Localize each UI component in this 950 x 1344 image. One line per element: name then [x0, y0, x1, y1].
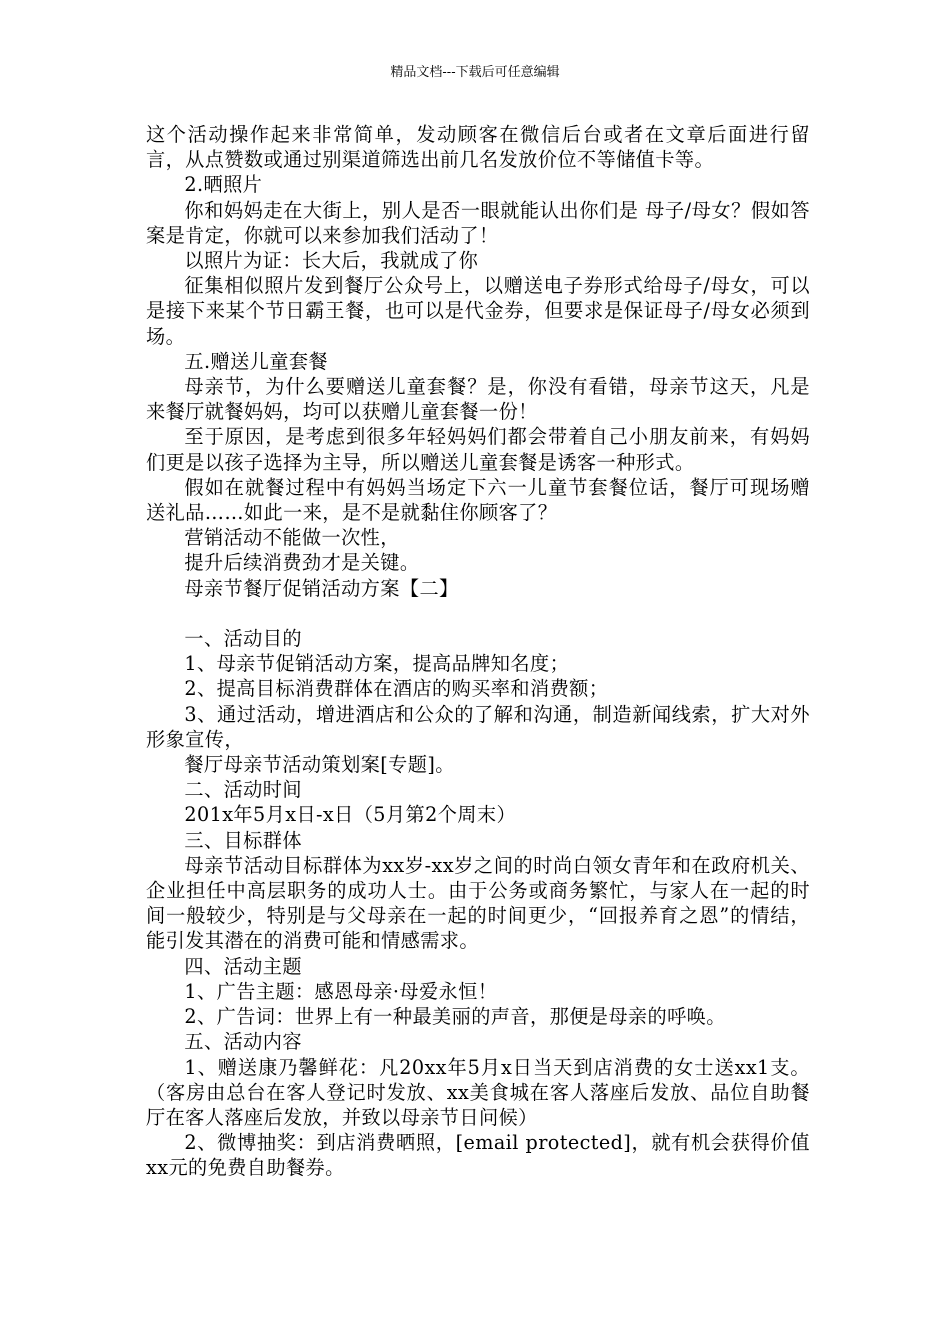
- body-paragraph: 二、活动时间: [184, 778, 302, 802]
- body-paragraph: 1、母亲节促销活动方案，提高品牌知名度；: [184, 652, 570, 676]
- body-paragraph: 3、通过活动，增进酒店和公众的了解和沟通，制造新闻线索，扩大对外形象宣传，: [146, 702, 810, 751]
- body-paragraph: 五、活动内容: [184, 1030, 302, 1054]
- body-paragraph: 2、微博抽奖：到店消费晒照，[email protected]，就有机会获得价值xx元的免费自助餐券。: [146, 1131, 810, 1180]
- body-paragraph: 征集相似照片发到餐厅公众号上，以赠送电子券形式给母子/母女，可以是接下来某个节日霸王餐，也可以是代金券，但要求是保证母子/母女必须到场。: [146, 274, 810, 348]
- body-paragraph: 三、目标群体: [184, 828, 302, 852]
- body-paragraph: 一、活动目的: [184, 627, 302, 651]
- body-paragraph: 2、提高目标消费群体在酒店的购买率和消费额；: [184, 677, 609, 701]
- body-paragraph: 2、广告词：世界上有一种最美丽的声音，那便是母亲的呼唤。: [184, 1005, 726, 1029]
- body-paragraph: 这个活动操作起来非常简单，发动顾客在微信后台或者在文章后面进行留言，从点赞数或通过别渠道筛选出前几名发放价位不等储值卡等。: [146, 123, 810, 172]
- document-body: [146, 122, 810, 1181]
- body-paragraph: 假如在就餐过程中有妈妈当场定下六一儿童节套餐位话，餐厅可现场赠送礼品……如此一来，是不是就黏住你顾客了？: [146, 475, 810, 525]
- body-paragraph: 母亲节餐厅促销活动方案【二】: [184, 576, 459, 600]
- body-paragraph: 母亲节，为什么要赠送儿童套餐？是，你没有看错，母亲节这天，凡是来餐厅就餐妈妈，均可以获赠儿童套餐一份！: [146, 375, 810, 424]
- body-paragraph: 2.晒照片: [184, 173, 263, 197]
- body-paragraph: 1、广告主题：感恩母亲·母爱永恒！: [184, 979, 498, 1003]
- body-paragraph: 母亲节活动目标群体为xx岁-xx岁之间的时尚白领女青年和在政府机关、企业担任中高层职务的成功人士。由于公务或商务繁忙，与家人在一起的时间一般较少，特别是与父母亲在一起的时间更少，“回报养育之恩”的情结，能引发其潜在的消费可能和情感需求。: [146, 853, 810, 953]
- body-paragraph: 至于原因，是考虑到很多年轻妈妈们都会带着自己小朋友前来，有妈妈们更是以孩子选择为主导，所以赠送儿童套餐是诱客一种形式。: [146, 425, 810, 474]
- body-paragraph: 餐厅母亲节活动策划案[专题]。: [184, 753, 455, 777]
- body-paragraph: 你和妈妈走在大街上，别人是否一眼就能认出你们是 母子/母女？假如答案是肯定，你就可以来参加我们活动了！: [146, 198, 810, 247]
- body-paragraph: 1、赠送康乃馨鲜花：凡20xx年5月x日当天到店消费的女士送xx1支。（客房由总台在客人登记时发放、xx美食城在客人落座后发放、品位自助餐厅在客人落座后发放，并致以母亲节日问候）: [146, 1055, 810, 1129]
- body-paragraph: 201x年5月x日-x日（5月第2个周末）: [184, 803, 517, 827]
- body-paragraph: 以照片为证：长大后，我就成了你: [184, 249, 479, 273]
- body-paragraph: 营销活动不能做一次性，: [184, 526, 400, 550]
- blank-line: [146, 601, 810, 626]
- body-paragraph: 提升后续消费劲才是关键。: [184, 551, 420, 575]
- body-paragraph: 五.赠送儿童套餐: [184, 349, 329, 373]
- page-header: 精品文档---下载后可任意编辑: [390, 65, 560, 80]
- body-paragraph: 四、活动主题: [184, 954, 302, 978]
